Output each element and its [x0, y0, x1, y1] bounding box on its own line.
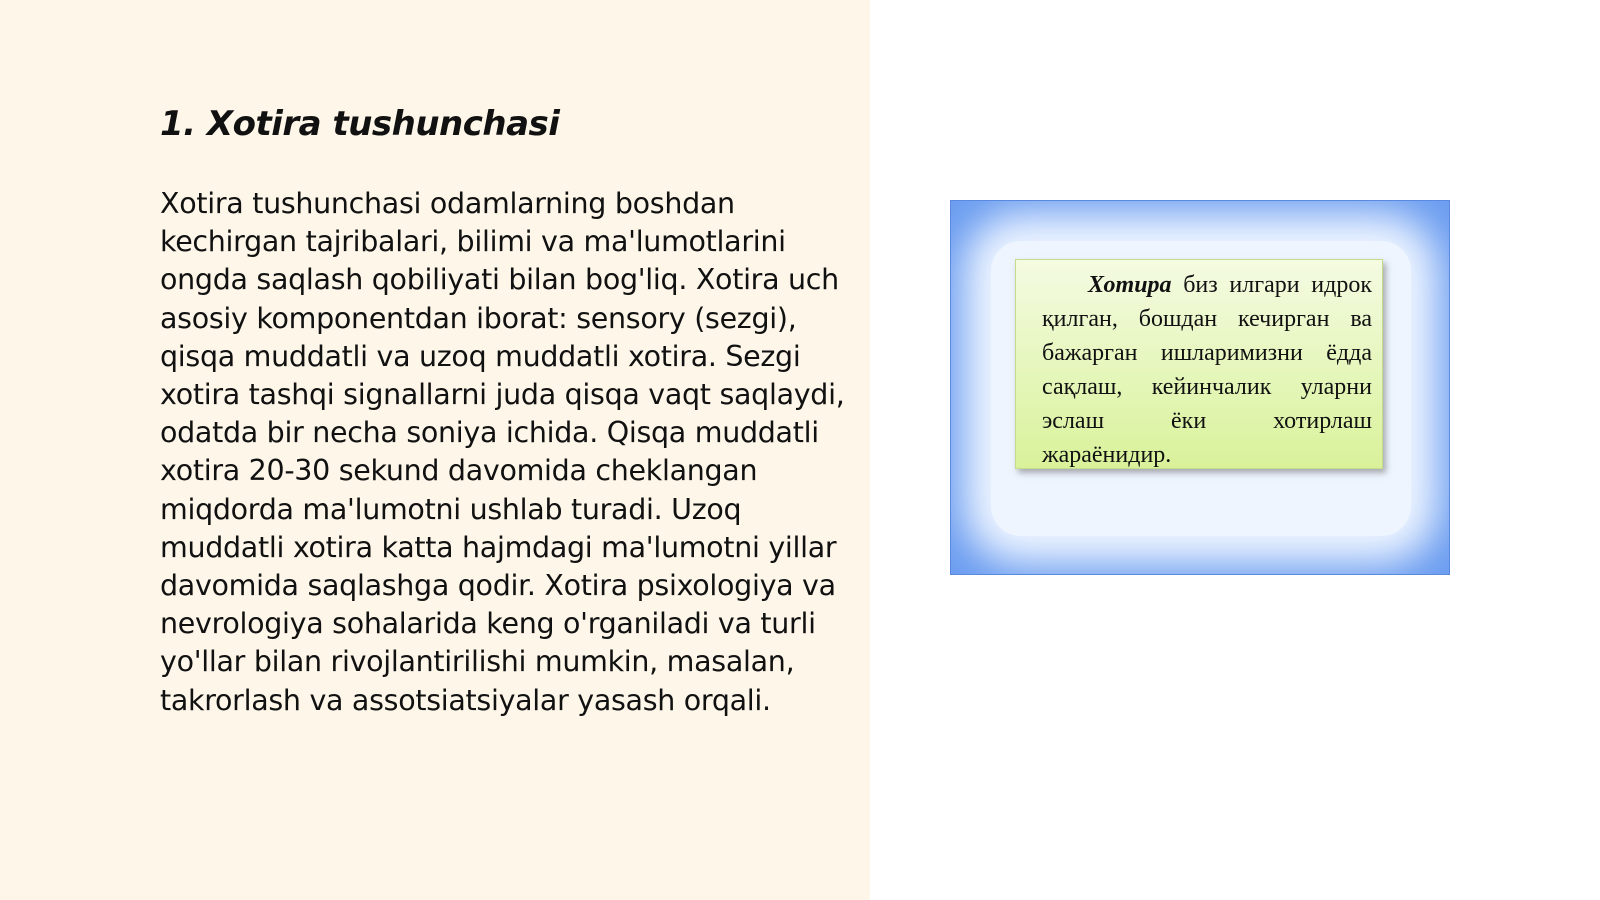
slide-body-text: Xotira tushunchasi odamlarning boshdan kechirgan tajribalari, bilimi va ma'lumotlarini ongda saqlash qobiliyati bilan bog'liq. Xotira uch asosiy komponentdan iborat: sensory (sezgi), qisqa muddatli va uzoq muddatli xotira. Sezgi xotira tashqi signallarni juda qisqa vaqt saqlaydi, odatda bir necha soniya ichida. Qisqa muddatli xotira 20-30 sekund davomida cheklangan miqdorda ma'lumotni ushlab turadi. Uzoq muddatli xotira katta hajmdagi ma'lumotni yillar davomida saqlashga qodir. Xotira psixologiya va nevrologiya sohalarida keng o'rganiladi va turli yo'llar bilan rivojlantirilishi mumkin, masalan, takrorlash va assotsiatsiyalar yasash orqali.	[160, 187, 845, 717]
definition-image	[950, 200, 1450, 575]
definition-text: биз илгари идрок қилган, бошдан кечирган ва бажарган ишларимизни ёдда сақлаш, кейинчалик уларни эслаш ёки хотирлаш жараёнидир.	[1042, 272, 1372, 468]
definition-card	[1015, 259, 1383, 469]
slide-title: 1. Xotira tushunchasi	[160, 104, 560, 144]
definition-term: Хотира	[1088, 272, 1172, 298]
